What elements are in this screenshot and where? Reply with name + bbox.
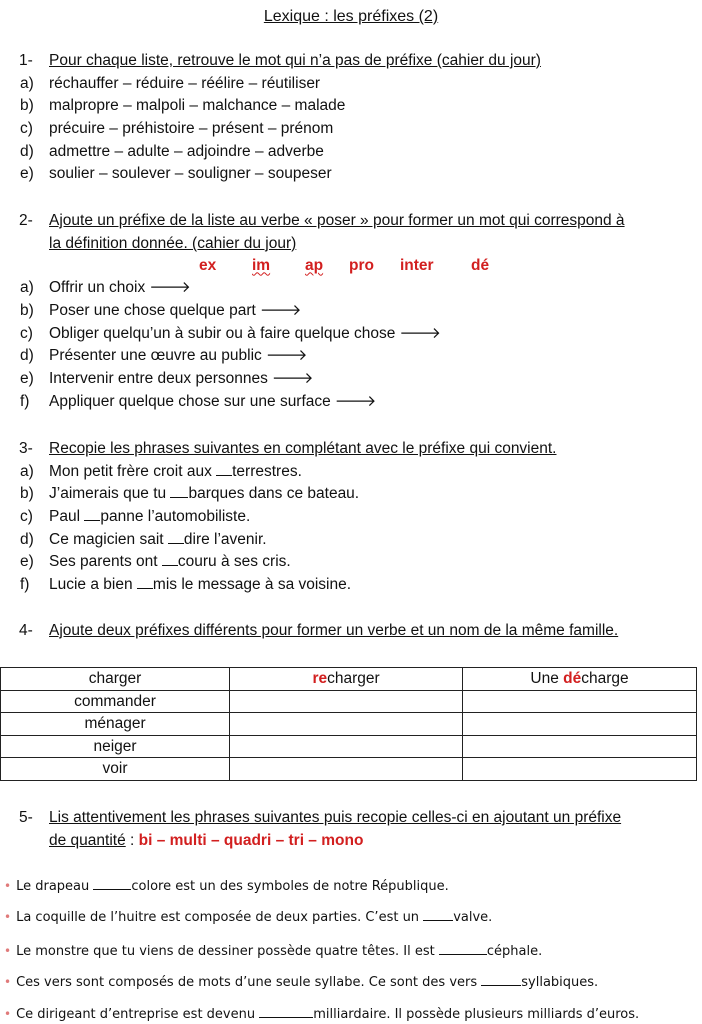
list-item — [0, 95, 702, 118]
list-item — [0, 461, 702, 484]
exercise-2-heading-cont — [0, 233, 702, 256]
list-item — [0, 73, 702, 96]
exercise-3-heading — [0, 438, 702, 461]
sentence-start: Ses parents ont — [49, 553, 162, 571]
table-cell-word: voir — [1, 758, 230, 781]
item-label: e) — [20, 553, 34, 571]
arrow-right-icon: 🡒 — [265, 347, 308, 365]
item-label: f) — [20, 392, 30, 410]
sentence-end: milliardaire. Il possède plusieurs milliards d’euros. — [313, 1007, 640, 1022]
exercise-2-heading — [0, 210, 702, 233]
item-text: Obliger quelqu’un à subir ou à faire quelque chose — [49, 324, 396, 342]
exercise-instruction: Recopie les phrases suivantes en complétant avec le préfixe qui convient. — [49, 440, 557, 457]
answer-blank — [216, 463, 232, 476]
exercise-number: 2- — [19, 212, 33, 229]
item-text: malpropre – malpoli – malchance – malade — [49, 97, 346, 115]
sentence-start: Ce dirigeant d’entreprise est devenu — [16, 1007, 260, 1022]
bullet-icon: • — [4, 1007, 12, 1021]
exercise-instruction: Pour chaque liste, retrouve le mot qui n’a pas de préfixe (cahier du jour) — [49, 52, 541, 69]
prefix-word: ex — [199, 257, 217, 275]
item-label: d) — [20, 142, 34, 160]
arrow-right-icon: 🡒 — [271, 370, 314, 388]
noun-article: Une — [530, 670, 564, 688]
list-item — [4, 973, 598, 990]
sentence-start: La coquille de l’huitre est composée de deux parties. C’est un — [16, 910, 424, 925]
noun-rest: charge — [581, 670, 629, 688]
exercise-number: 4- — [19, 622, 33, 639]
table-cell-verb-answer[interactable] — [230, 713, 463, 736]
sentence-end: panne l’automobiliste. — [100, 508, 251, 526]
table-cell-word: charger — [1, 668, 230, 691]
sentence-end: mis le message à sa voisine. — [152, 576, 352, 594]
sentence-start: Ce magicien sait — [49, 530, 168, 548]
list-item — [4, 942, 542, 959]
exercise-5 — [0, 807, 702, 852]
exercise-number: 3- — [19, 440, 33, 457]
page-title: Lexique : les préfixes (2) — [263, 8, 439, 25]
table-cell-word: commander — [1, 690, 230, 713]
list-item — [0, 483, 702, 506]
answer-blank — [439, 942, 487, 955]
prefix-list — [0, 255, 702, 277]
prefix-word: dé — [471, 257, 490, 275]
exercise-number: 1- — [19, 52, 33, 69]
exercise-1-heading — [0, 50, 702, 73]
item-text: admettre – adulte – adjoindre – adverbe — [49, 142, 324, 160]
item-label: d) — [20, 347, 34, 365]
prefix-word: inter — [400, 257, 434, 275]
answer-blank — [93, 877, 131, 890]
exercise-5-heading — [0, 807, 702, 830]
sentence-start: Paul — [49, 508, 85, 526]
list-item — [0, 163, 702, 186]
list-item — [0, 391, 702, 414]
table-cell-word: neiger — [1, 735, 230, 758]
sentence-start: Le drapeau — [16, 879, 94, 894]
answer-blank — [84, 508, 100, 521]
sentence-end: dire l’avenir. — [183, 530, 267, 548]
list-item — [0, 345, 702, 368]
item-text: Appliquer quelque chose sur une surface — [49, 392, 331, 410]
prefix-word: im — [252, 257, 271, 275]
table-row — [1, 758, 697, 781]
sentence-end: couru à ses cris. — [177, 553, 291, 571]
item-label: e) — [20, 165, 34, 183]
item-label: a) — [20, 279, 34, 297]
arrow-right-icon: 🡒 — [149, 279, 191, 297]
table-cell-noun-answer[interactable] — [463, 713, 697, 736]
item-label: a) — [20, 462, 34, 480]
bullet-icon: • — [4, 879, 12, 893]
list-item — [0, 368, 702, 391]
sentence-end: colore est un des symboles de notre République. — [131, 879, 449, 894]
list-item — [0, 118, 702, 141]
sentence-start: J’aimerais que tu — [49, 485, 171, 503]
table-cell-verb-answer[interactable] — [230, 735, 463, 758]
bullet-icon: • — [4, 975, 12, 989]
colon: : — [125, 831, 139, 849]
exercise-instruction: Ajoute deux préfixes différents pour former un verbe et un nom de la même famille. — [49, 622, 619, 639]
list-item — [0, 551, 702, 574]
exercise-instruction-cont: la définition donnée. (cahier du jour) — [49, 234, 297, 252]
item-text: Présenter une œuvre au public — [49, 347, 262, 365]
item-label: b) — [20, 97, 34, 115]
table-cell-verb-answer[interactable] — [230, 690, 463, 713]
item-label: c) — [20, 508, 33, 526]
table-cell-verb-answer[interactable] — [230, 758, 463, 781]
exercise-4-heading — [0, 620, 702, 643]
item-label: b) — [20, 302, 34, 320]
prefix-word: pro — [349, 257, 374, 275]
answer-blank — [259, 1005, 313, 1018]
list-item — [4, 908, 492, 925]
arrow-right-icon: 🡒 — [334, 392, 377, 410]
item-text: réchauffer – réduire – réélire – réutiliser — [49, 74, 321, 92]
list-item — [4, 877, 449, 894]
item-text: précuire – préhistoire – présent – prénom — [49, 120, 334, 138]
table-cell-noun-answer[interactable] — [463, 735, 697, 758]
answer-blank — [423, 908, 453, 921]
bullet-icon: • — [4, 910, 12, 924]
table-row — [1, 690, 697, 713]
sentence-end: syllabiques. — [521, 975, 599, 990]
item-label: d) — [20, 530, 34, 548]
sentence-end: céphale. — [486, 944, 543, 959]
answer-blank — [481, 973, 521, 986]
sentence-start: Mon petit frère croit aux — [49, 462, 217, 480]
table-row — [1, 713, 697, 736]
answer-blank — [170, 485, 188, 498]
answer-blank — [137, 576, 153, 589]
list-item — [0, 277, 702, 300]
sentence-end: valve. — [453, 910, 493, 925]
list-item — [0, 300, 702, 323]
prefix-word: ap — [305, 257, 324, 275]
prefix-highlight: dé — [563, 670, 582, 688]
item-label: f) — [20, 576, 30, 594]
sentence-end: barques dans ce bateau. — [188, 485, 360, 503]
sentence-start: Le monstre que tu viens de dessiner possède quatre têtes. Il est — [16, 944, 439, 959]
exercise-instruction-cont: de quantité — [49, 831, 126, 849]
item-label: e) — [20, 370, 34, 388]
arrow-right-icon: 🡒 — [399, 324, 441, 342]
item-label: c) — [20, 324, 33, 342]
exercise-2 — [0, 210, 702, 414]
item-text: soulier – soulever – souligner – soupeser — [49, 165, 332, 183]
exercise-3 — [0, 438, 702, 597]
item-text: Intervenir entre deux personnes — [49, 370, 268, 388]
quantity-prefix-list: bi – multi – quadri – tri – mono — [138, 831, 364, 849]
table-cell-noun-example — [463, 668, 697, 691]
table-cell-noun-answer[interactable] — [463, 690, 697, 713]
answer-blank — [162, 553, 178, 566]
sentence-start: Ces vers sont composés de mots d’une seule syllabe. Ce sont des vers — [16, 975, 482, 990]
exercise-4 — [0, 620, 702, 643]
arrow-right-icon: 🡒 — [259, 302, 302, 320]
table-cell-word: ménager — [1, 713, 230, 736]
table-row — [1, 668, 697, 691]
list-item — [0, 529, 702, 552]
exercise-instruction: Ajoute un préfixe de la liste au verbe « poser » pour former un mot qui correspond à — [49, 212, 625, 229]
item-text: Offrir un choix — [49, 279, 146, 297]
sentence-start: Lucie a bien — [49, 576, 137, 594]
table-cell-noun-answer[interactable] — [463, 758, 697, 781]
exercise-1 — [0, 50, 702, 186]
exercise-5-heading-cont — [0, 830, 702, 853]
answer-blank — [168, 531, 184, 544]
item-text: Poser une chose quelque part — [49, 302, 256, 320]
list-item — [4, 1005, 639, 1022]
bullet-icon: • — [4, 944, 12, 958]
word-family-table — [0, 667, 697, 781]
table-row — [1, 735, 697, 758]
item-label: b) — [20, 485, 34, 503]
item-label: c) — [20, 120, 33, 138]
item-label: a) — [20, 74, 34, 92]
list-item — [0, 141, 702, 164]
list-item — [0, 574, 702, 597]
list-item — [0, 506, 702, 529]
exercise-instruction: Lis attentivement les phrases suivantes puis recopie celles-ci en ajoutant un préfixe — [49, 809, 622, 826]
list-item — [0, 323, 702, 346]
verb-rest: charger — [327, 670, 380, 688]
prefix-highlight: re — [312, 670, 328, 688]
sentence-end: terrestres. — [232, 462, 302, 480]
table-cell-verb-example — [230, 668, 463, 691]
exercise-number: 5- — [19, 809, 33, 826]
